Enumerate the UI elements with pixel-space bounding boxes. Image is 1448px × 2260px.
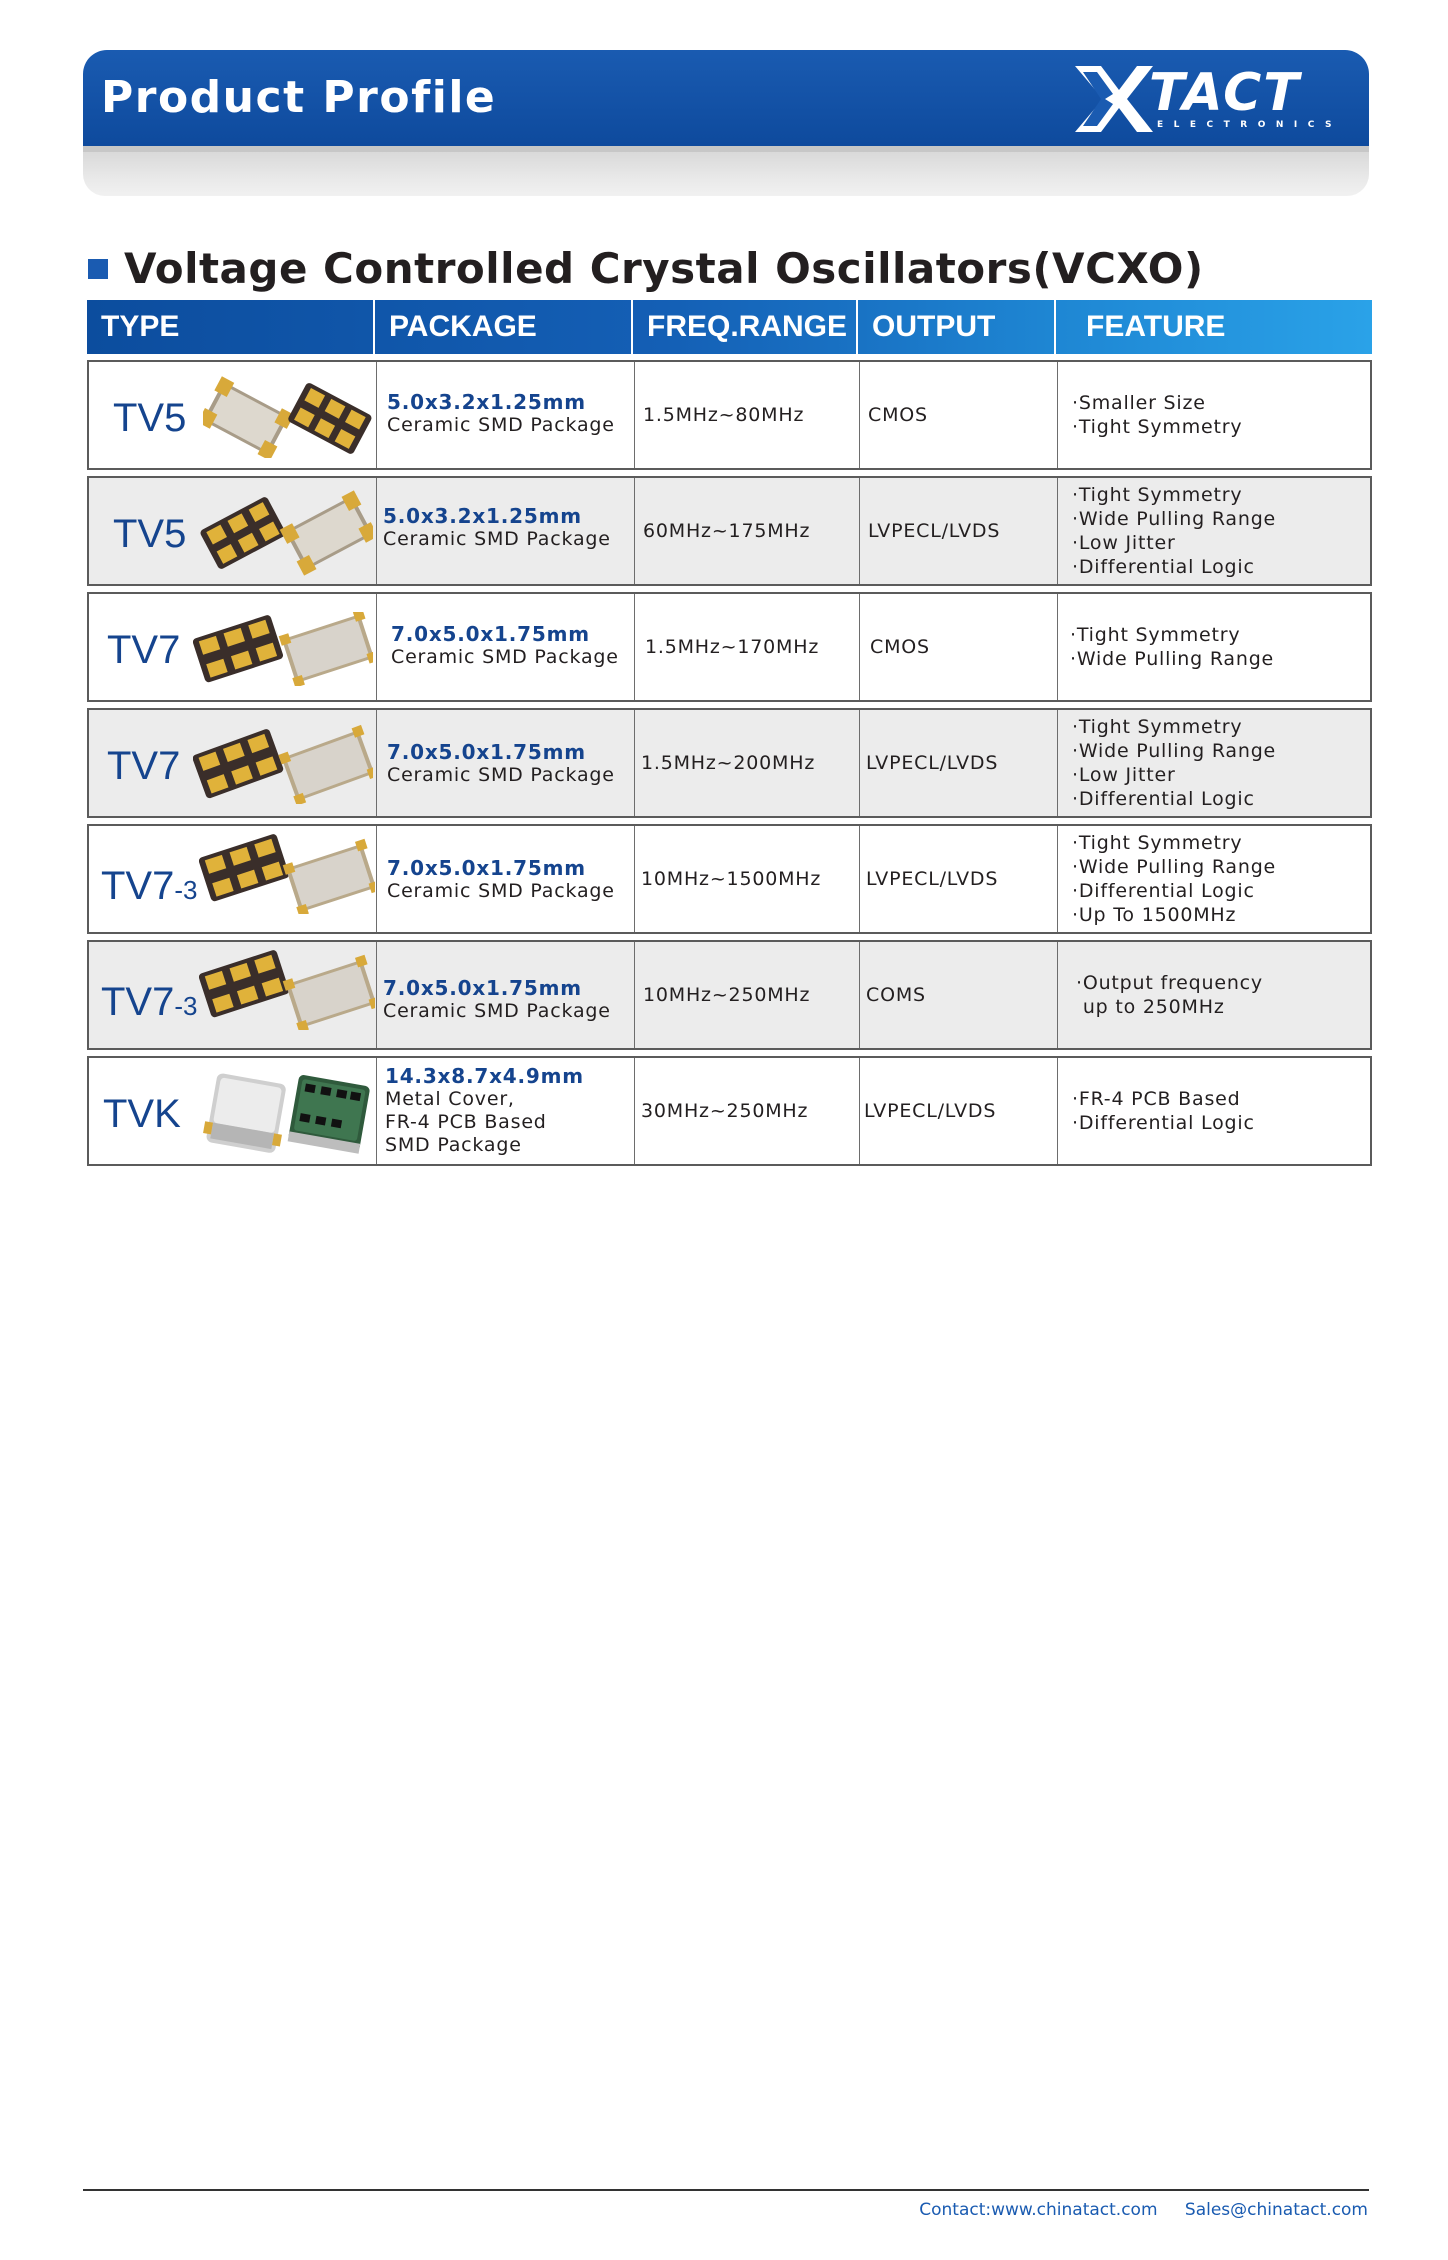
feature-cell bbox=[1058, 1058, 1370, 1164]
freq-range-value: 30MHz~250MHz bbox=[641, 1100, 809, 1122]
feature-item: ·Smaller Size bbox=[1072, 392, 1206, 414]
package-description: Ceramic SMD Package bbox=[383, 1000, 611, 1022]
table-row bbox=[87, 824, 1372, 934]
ceramic-oscillator-photo-icon bbox=[199, 950, 375, 1030]
ceramic-oscillator-photo-icon bbox=[193, 724, 373, 804]
feature-item: ·Up To 1500MHz bbox=[1072, 904, 1237, 926]
type-name: TVK bbox=[103, 1092, 181, 1136]
package-size: 7.0x5.0x1.75mm bbox=[383, 976, 582, 1000]
output-value: LVPECL/LVDS bbox=[864, 1100, 997, 1122]
type-cell bbox=[89, 478, 377, 584]
package-cell bbox=[377, 826, 635, 932]
table-row bbox=[87, 708, 1372, 818]
package-description: Ceramic SMD Package bbox=[383, 528, 611, 550]
package-size: 7.0x5.0x1.75mm bbox=[387, 856, 586, 880]
feature-cell bbox=[1058, 478, 1370, 584]
table-row bbox=[87, 592, 1372, 702]
package-cell bbox=[377, 1058, 635, 1164]
package-cell bbox=[377, 362, 635, 468]
freq-range-cell bbox=[635, 942, 860, 1048]
header-underbar bbox=[83, 146, 1369, 196]
package-description: Ceramic SMD Package bbox=[387, 764, 615, 786]
feature-item: ·FR-4 PCB Based bbox=[1072, 1088, 1241, 1110]
metal-cover-oscillator-photo-icon bbox=[197, 1068, 373, 1160]
column-header-package: PACKAGE bbox=[375, 300, 633, 354]
freq-range-cell bbox=[635, 362, 860, 468]
section-title: Voltage Controlled Crystal Oscillators(VCXO) bbox=[124, 244, 1204, 293]
feature-item: ·Tight Symmetry bbox=[1070, 624, 1241, 646]
type-label bbox=[101, 864, 197, 909]
feature-cell bbox=[1058, 594, 1370, 700]
package-description: Ceramic SMD Package bbox=[387, 414, 615, 436]
package-description: Metal Cover, bbox=[385, 1088, 515, 1110]
output-cell bbox=[860, 710, 1058, 816]
footer bbox=[919, 2200, 1368, 2220]
table-row bbox=[87, 476, 1372, 586]
package-cell bbox=[377, 710, 635, 816]
feature-item: ·Differential Logic bbox=[1072, 556, 1255, 578]
package-description: SMD Package bbox=[385, 1134, 522, 1156]
table-header bbox=[87, 300, 1372, 354]
package-description: FR-4 PCB Based bbox=[385, 1111, 547, 1133]
freq-range-value: 1.5MHz~200MHz bbox=[641, 752, 816, 774]
table-row bbox=[87, 1056, 1372, 1166]
output-value: LVPECL/LVDS bbox=[866, 752, 999, 774]
output-cell bbox=[860, 826, 1058, 932]
column-header-output: OUTPUT bbox=[858, 300, 1056, 354]
output-value: CMOS bbox=[868, 404, 928, 426]
type-name: TV7 bbox=[101, 980, 175, 1024]
page-title: Product Profile bbox=[101, 72, 497, 123]
freq-range-cell bbox=[635, 594, 860, 700]
feature-item: ·Wide Pulling Range bbox=[1072, 740, 1277, 762]
feature-item: up to 250MHz bbox=[1076, 996, 1225, 1018]
output-value: CMOS bbox=[870, 636, 930, 658]
table-row bbox=[87, 360, 1372, 470]
freq-range-value: 60MHz~175MHz bbox=[643, 520, 811, 542]
output-cell bbox=[860, 362, 1058, 468]
package-cell bbox=[377, 942, 635, 1048]
type-label bbox=[103, 1092, 181, 1137]
feature-item: ·Differential Logic bbox=[1072, 1112, 1255, 1134]
type-cell bbox=[89, 710, 377, 816]
type-cell bbox=[89, 826, 377, 932]
output-value: LVPECL/LVDS bbox=[866, 868, 999, 890]
package-description: Ceramic SMD Package bbox=[391, 646, 619, 668]
freq-range-cell bbox=[635, 478, 860, 584]
ceramic-oscillator-photo-icon bbox=[193, 612, 373, 686]
freq-range-value: 10MHz~250MHz bbox=[643, 984, 811, 1006]
freq-range-cell bbox=[635, 826, 860, 932]
sales-email-link[interactable]: Sales@chinatact.com bbox=[1184, 2200, 1368, 2220]
package-size: 5.0x3.2x1.25mm bbox=[387, 390, 586, 414]
package-size: 14.3x8.7x4.9mm bbox=[385, 1064, 584, 1088]
column-header-feature: FEATURE bbox=[1086, 310, 1226, 343]
package-cell bbox=[377, 478, 635, 584]
type-label bbox=[107, 628, 180, 673]
feature-cell bbox=[1058, 942, 1370, 1048]
type-suffix: -3 bbox=[174, 875, 198, 905]
type-name: TV7 bbox=[107, 744, 181, 788]
feature-item: ·Low Jitter bbox=[1072, 532, 1176, 554]
ceramic-oscillator-photo-icon bbox=[203, 376, 373, 458]
feature-item: ·Wide Pulling Range bbox=[1070, 648, 1275, 670]
type-label bbox=[101, 980, 197, 1025]
type-cell bbox=[89, 362, 377, 468]
feature-item: ·Tight Symmetry bbox=[1072, 484, 1243, 506]
column-header-freq-range: FREQ.RANGE bbox=[633, 300, 858, 354]
feature-item: ·Tight Symmetry bbox=[1072, 716, 1243, 738]
feature-cell bbox=[1058, 710, 1370, 816]
feature-cell bbox=[1058, 362, 1370, 468]
logo-mark-icon bbox=[1075, 66, 1153, 132]
output-cell bbox=[860, 942, 1058, 1048]
type-label bbox=[113, 396, 186, 441]
type-label bbox=[113, 512, 186, 557]
freq-range-cell bbox=[635, 1058, 860, 1164]
type-name: TV7 bbox=[101, 864, 175, 908]
output-cell bbox=[860, 594, 1058, 700]
feature-cell bbox=[1058, 826, 1370, 932]
feature-item: ·Differential Logic bbox=[1072, 880, 1255, 902]
type-cell bbox=[89, 942, 377, 1048]
contact-website-link[interactable]: Contact:www.chinatact.com bbox=[919, 2200, 1158, 2220]
logo-text: TACT bbox=[1149, 63, 1301, 123]
type-cell bbox=[89, 1058, 377, 1164]
freq-range-value: 10MHz~1500MHz bbox=[641, 868, 822, 890]
column-header-type: TYPE bbox=[87, 300, 375, 354]
header-banner bbox=[83, 50, 1369, 146]
table-row bbox=[87, 940, 1372, 1050]
type-suffix: -3 bbox=[174, 991, 198, 1021]
freq-range-value: 1.5MHz~170MHz bbox=[645, 636, 820, 658]
package-size: 7.0x5.0x1.75mm bbox=[391, 622, 590, 646]
type-cell bbox=[89, 594, 377, 700]
output-cell bbox=[860, 478, 1058, 584]
feature-item: ·Low Jitter bbox=[1072, 764, 1176, 786]
output-cell bbox=[860, 1058, 1058, 1164]
output-value: COMS bbox=[866, 984, 926, 1006]
package-size: 5.0x3.2x1.25mm bbox=[383, 504, 582, 528]
feature-item: ·Tight Symmetry bbox=[1072, 416, 1243, 438]
type-name: TV5 bbox=[113, 396, 187, 440]
package-cell bbox=[377, 594, 635, 700]
output-value: LVPECL/LVDS bbox=[868, 520, 1001, 542]
type-name: TV7 bbox=[107, 628, 181, 672]
freq-range-cell bbox=[635, 710, 860, 816]
logo-subtext: ELECTRONICS bbox=[1157, 120, 1342, 130]
company-logo bbox=[1075, 64, 1355, 134]
feature-item: ·Wide Pulling Range bbox=[1072, 856, 1277, 878]
section-heading bbox=[88, 244, 1204, 293]
package-description: Ceramic SMD Package bbox=[387, 880, 615, 902]
ceramic-oscillator-photo-icon bbox=[199, 834, 375, 914]
package-size: 7.0x5.0x1.75mm bbox=[387, 740, 586, 764]
type-name: TV5 bbox=[113, 512, 187, 556]
footer-divider bbox=[83, 2189, 1369, 2191]
feature-item: ·Wide Pulling Range bbox=[1072, 508, 1277, 530]
feature-item: ·Tight Symmetry bbox=[1072, 832, 1243, 854]
type-label bbox=[107, 744, 180, 789]
feature-item: ·Output frequency bbox=[1076, 972, 1263, 994]
freq-range-value: 1.5MHz~80MHz bbox=[643, 404, 805, 426]
feature-item: ·Differential Logic bbox=[1072, 788, 1255, 810]
ceramic-oscillator-photo-icon bbox=[199, 490, 373, 576]
square-bullet-icon bbox=[88, 259, 108, 279]
